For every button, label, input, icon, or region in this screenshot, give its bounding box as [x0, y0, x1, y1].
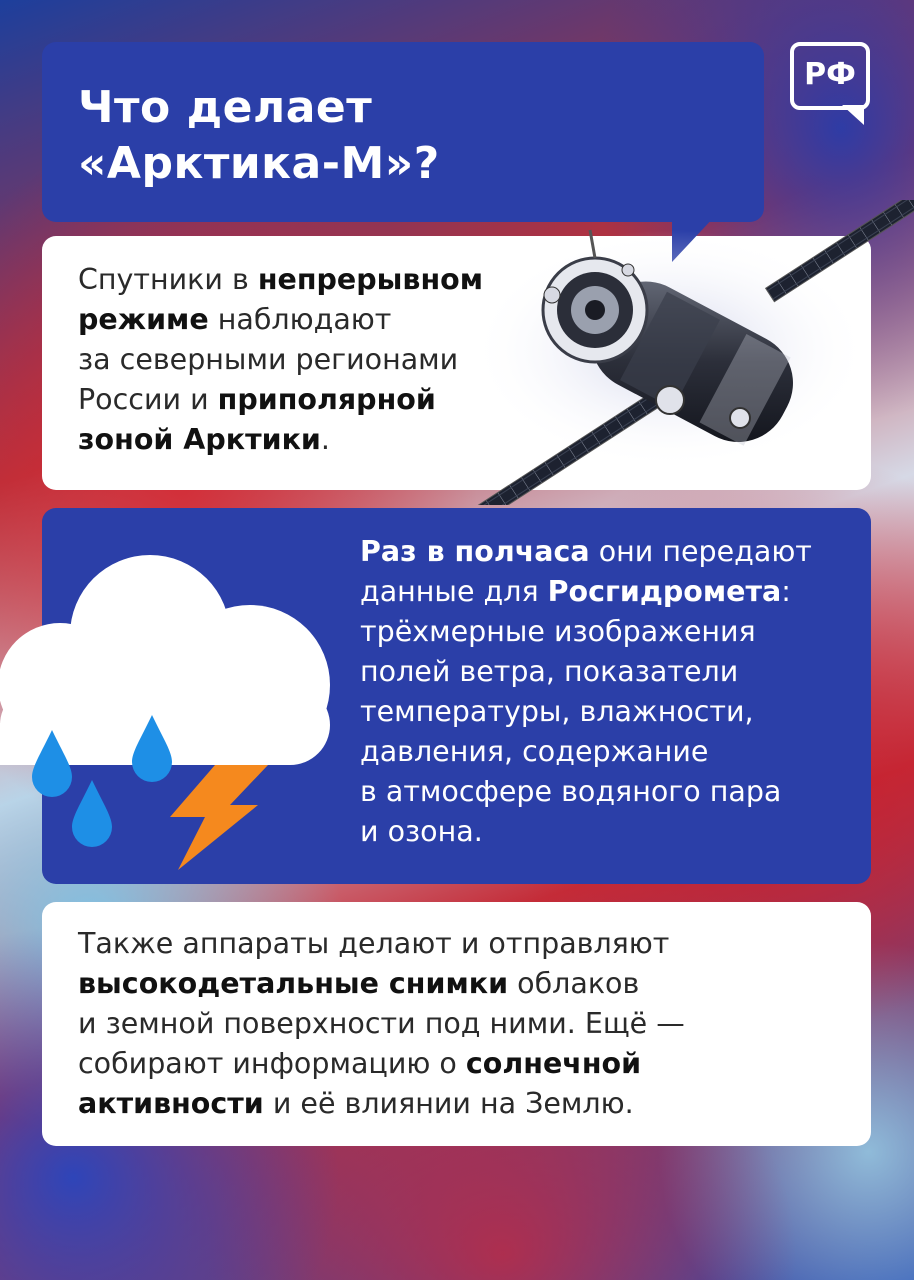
text-fragment: и её влиянии на Землю.	[263, 1087, 634, 1120]
text-fragment: и земной поверхности под ними. Ещё —	[78, 1007, 685, 1040]
text-fragment: собирают информацию о	[78, 1047, 466, 1080]
text-fragment: и озона.	[360, 815, 483, 848]
logo-text: РФ	[804, 57, 856, 92]
text-fragment: данные для	[360, 575, 548, 608]
bold-fragment: Раз в полчаса	[360, 535, 590, 568]
text-fragment: давления, содержание	[360, 735, 709, 768]
text-fragment: облаков	[508, 967, 640, 1000]
bold-fragment: высокодетальные снимки	[78, 967, 509, 1000]
text-fragment: .	[320, 423, 330, 456]
text-fragment: температуры, влажности,	[360, 695, 754, 728]
bold-fragment: солнечной	[465, 1047, 642, 1080]
text-fragment: за северными регионами	[78, 343, 459, 376]
text-fragment: Также аппараты делают и отправляют	[78, 927, 670, 960]
title-line-2: «Арктика-М»?	[78, 138, 440, 189]
logo-tail-icon	[842, 105, 866, 127]
text-fragment: трёхмерные изображения	[360, 615, 756, 648]
page-title	[42, 42, 764, 222]
text-fragment: :	[781, 575, 791, 608]
text-fragment: России и	[78, 383, 218, 416]
text-fragment: Спутники в	[78, 263, 258, 296]
rf-logo-icon	[790, 42, 870, 110]
bold-fragment: Росгидромета	[547, 575, 782, 608]
text-fragment: в атмосфере водяного пара	[360, 775, 782, 808]
satellite-icon	[440, 200, 914, 505]
cloud-rain-lightning-icon	[0, 555, 340, 875]
card-imaging	[42, 902, 871, 1146]
text-fragment: они передают	[589, 535, 812, 568]
title-line-1: Что делает	[78, 82, 373, 133]
bold-fragment: активности	[78, 1087, 264, 1120]
card-imaging-text	[78, 924, 871, 1124]
card-data-transfer-text	[360, 532, 860, 852]
raindrop-icon	[72, 780, 112, 847]
bold-fragment: режиме	[78, 303, 209, 336]
bold-fragment: зоной Арктики	[78, 423, 321, 456]
bold-fragment: непрерывном	[257, 263, 484, 296]
lightning-icon	[170, 765, 268, 870]
text-fragment: полей ветра, показатели	[360, 655, 739, 688]
text-fragment: наблюдают	[208, 303, 392, 336]
bold-fragment: приполярной	[217, 383, 436, 416]
